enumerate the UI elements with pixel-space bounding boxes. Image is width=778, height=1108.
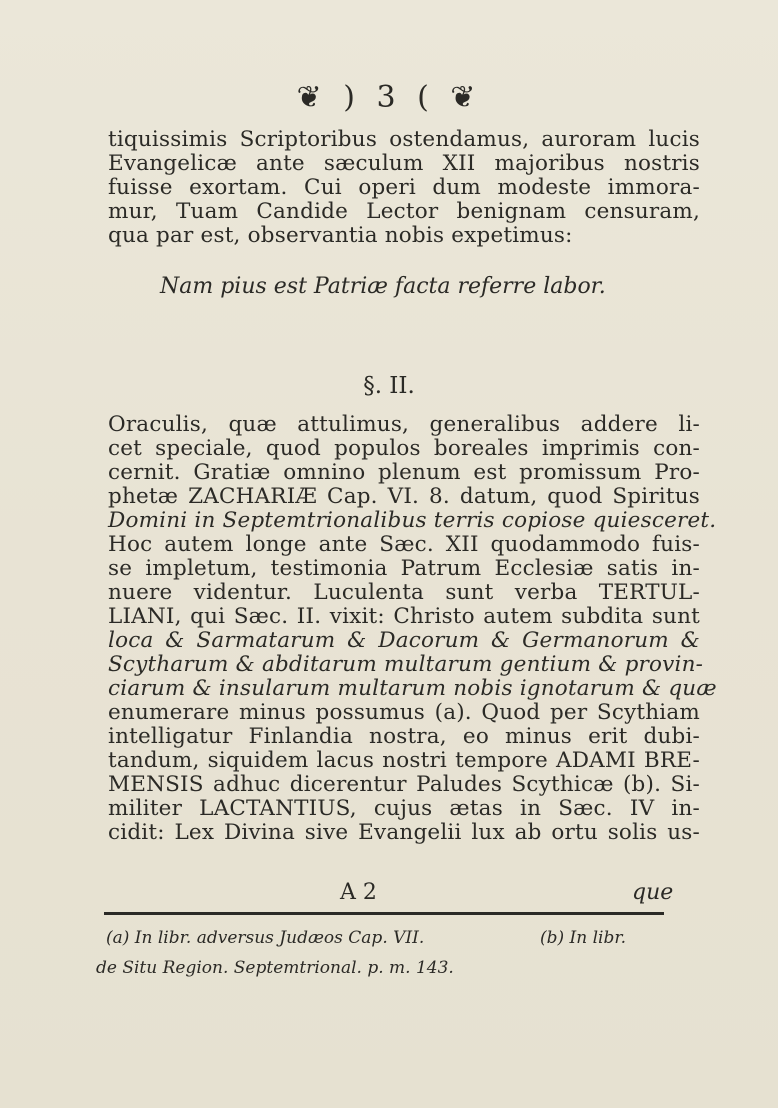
motto-verse: Nam pius est Patriæ facta referre labor.	[160, 274, 606, 299]
text-line: tandum, siquidem lacus nostri tempore ADAMI BRE-	[108, 748, 700, 773]
footnote-a: (a) In libr. adversus Judæos Cap. VII.	[106, 928, 425, 948]
text-line: loca & Sarmatarum & Dacorum & Germanorum &	[108, 628, 700, 653]
footnote-rule	[104, 912, 664, 915]
text-line: Hoc autem longe ante Sæc. XII quodammodo fuis-	[108, 532, 700, 557]
text-line: enumerare minus possumus (a). Quod per Scythiam	[108, 700, 700, 725]
text-line: Oraculis, quæ attulimus, generalibus addere li-	[108, 412, 700, 437]
text-line: ciarum & insularum multarum nobis ignotarum & quæ	[108, 676, 717, 701]
text-line: Scytharum & abditarum multarum gentium & provin-	[108, 652, 704, 677]
text-line: phetæ ZACHARIÆ Cap. VI. 8. datum, quod Spiritus	[108, 484, 700, 509]
text-line: militer LACTANTIUS, cujus ætas in Sæc. IV in-	[108, 796, 700, 821]
text-line: intelligatur Finlandia nostra, eo minus erit dubi-	[108, 724, 700, 749]
footnote-b-continued: de Situ Region. Septemtrional. p. m. 143.	[96, 958, 454, 978]
text-line: nuere videntur. Luculenta sunt verba TERTUL-	[108, 580, 700, 605]
text-line: fuisse exortam. Cui operi dum modeste immora-	[108, 175, 700, 200]
running-head: ❦ ) 3 ( ❦	[296, 80, 482, 115]
text-line: LIANI, qui Sæc. II. vixit: Christo autem subdita sunt	[108, 604, 700, 629]
intro-paragraph	[108, 128, 700, 248]
signature-mark: A 2	[340, 880, 377, 905]
text-line: MENSIS adhuc dicerentur Paludes Scythicæ (b). Si-	[108, 772, 700, 797]
text-line: tiquissimis Scriptoribus ostendamus, auroram lucis	[108, 127, 700, 152]
text-line: mur, Tuam Candide Lector benignam censuram,	[108, 199, 700, 224]
body-paragraph	[108, 412, 717, 845]
text-line: cet speciale, quod populos boreales imprimis con-	[108, 436, 700, 461]
text-line: Evangelicæ ante sæculum XII majoribus nostris	[108, 151, 700, 176]
text-line: Domini in Septemtrionalibus terris copiose quiesceret.	[108, 508, 717, 533]
section-heading: §. II.	[363, 373, 415, 399]
catchword: que	[632, 880, 674, 905]
text-line: cidit: Lex Divina sive Evangelii lux ab ortu solis us-	[108, 820, 700, 845]
text-line: cernit. Gratiæ omnino plenum est promissum Pro-	[108, 460, 700, 485]
footnote-b: (b) In libr.	[540, 928, 627, 948]
text-line: se impletum, testimonia Patrum Ecclesiæ satis in-	[108, 556, 700, 581]
text-line: qua par est, observantia nobis expetimus:	[108, 223, 573, 248]
